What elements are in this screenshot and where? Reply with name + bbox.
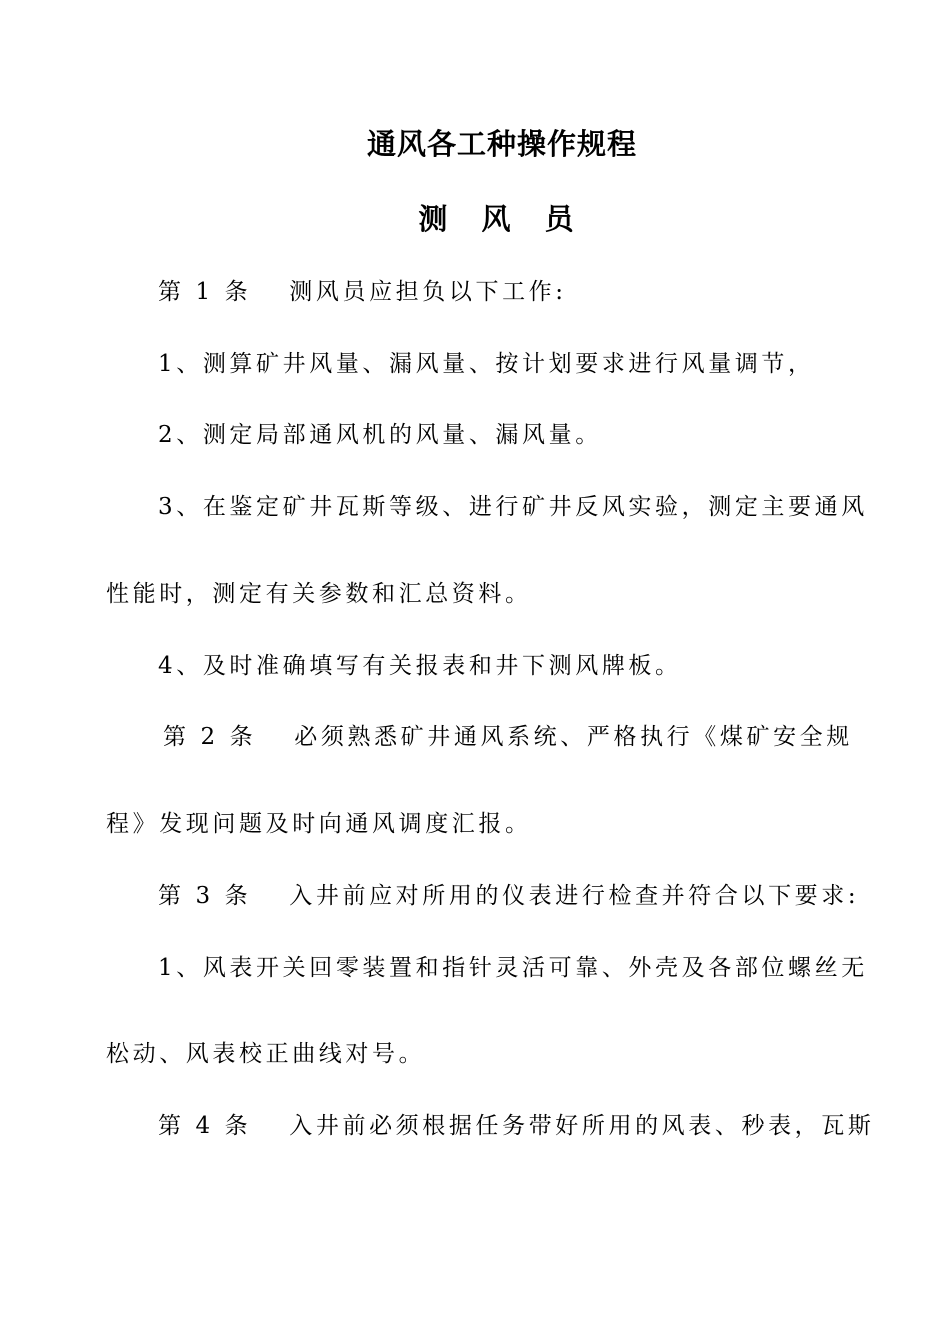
article-4-heading bbox=[158, 1110, 874, 1142]
article-2-heading bbox=[163, 721, 853, 753]
document-title: 通风各工种操作规程 bbox=[366, 127, 637, 161]
paragraph-line: 1、风表开关回零装置和指针灵活可靠、外壳及各部位螺丝无 bbox=[158, 955, 868, 981]
paragraph-line: 4、及时准确填写有关报表和井下测风牌板。 bbox=[158, 653, 682, 679]
article-text: 入井前必须根据任务带好所用的风表、秒表，瓦斯 bbox=[289, 1113, 875, 1139]
article-3-heading bbox=[158, 880, 859, 912]
paragraph-line: 1、测算矿井风量、漏风量、按计划要求进行风量调节， bbox=[158, 351, 815, 377]
article-1-heading bbox=[158, 276, 567, 308]
paragraph-line: 程》发现问题及时向通风调度汇报。 bbox=[106, 811, 532, 837]
article-number: 第 1 条 bbox=[158, 279, 252, 305]
paragraph-line: 3、在鉴定矿井瓦斯等级、进行矿井反风实验，测定主要通风 bbox=[158, 494, 868, 520]
article-number: 第 4 条 bbox=[158, 1113, 252, 1139]
article-number: 第 2 条 bbox=[163, 724, 257, 750]
article-text: 测风员应担负以下工作: bbox=[289, 279, 567, 305]
paragraph-line: 2、测定局部通风机的风量、漏风量。 bbox=[158, 422, 602, 448]
paragraph-line: 性能时，测定有关参数和汇总资料。 bbox=[106, 581, 532, 607]
article-text: 必须熟悉矿井通风系统、严格执行《煤矿安全规 bbox=[294, 724, 853, 750]
paragraph-line: 松动、风表校正曲线对号。 bbox=[106, 1041, 426, 1067]
article-number: 第 3 条 bbox=[158, 883, 252, 909]
document-subtitle: 测 风 员 bbox=[418, 202, 586, 236]
article-text: 入井前应对所用的仪表进行检查并符合以下要求: bbox=[289, 883, 860, 909]
